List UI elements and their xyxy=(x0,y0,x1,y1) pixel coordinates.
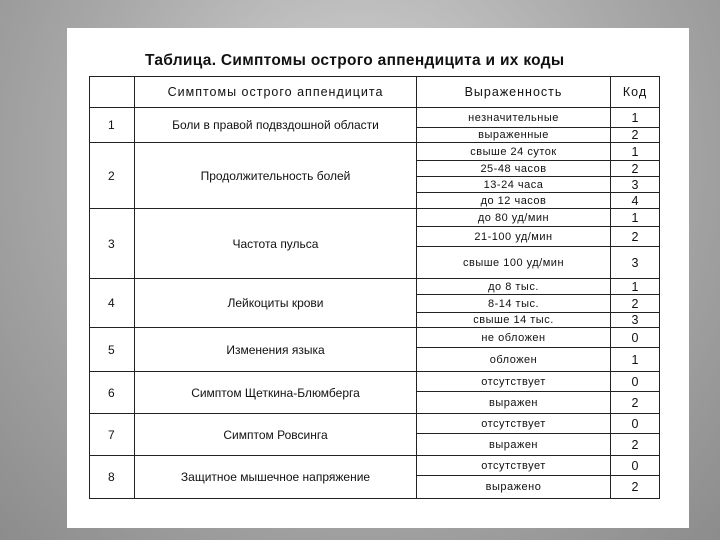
symptom-name: Изменения языка xyxy=(135,328,417,372)
header-number xyxy=(90,77,135,108)
table-row xyxy=(90,328,660,348)
severity-value: отсутствует xyxy=(417,456,611,476)
header-code: Код xyxy=(611,77,660,108)
code-value: 3 xyxy=(611,313,660,328)
row-number: 4 xyxy=(90,279,135,328)
code-value: 2 xyxy=(611,128,660,143)
row-number: 2 xyxy=(90,143,135,209)
header-severity: Выраженность xyxy=(417,77,611,108)
row-number: 7 xyxy=(90,414,135,456)
severity-value: свыше 24 суток xyxy=(417,143,611,161)
severity-value: обложен xyxy=(417,348,611,372)
symptom-name: Боли в правой подвздошной области xyxy=(135,108,417,143)
code-value: 1 xyxy=(611,279,660,295)
severity-value: до 12 часов xyxy=(417,193,611,209)
symptom-name: Частота пульса xyxy=(135,209,417,279)
symptom-name: Защитное мышечное напряжение xyxy=(135,456,417,499)
severity-value: до 8 тыс. xyxy=(417,279,611,295)
document-page xyxy=(67,28,689,528)
row-number: 5 xyxy=(90,328,135,372)
symptom-name: Симптом Щеткина-Блюмберга xyxy=(135,372,417,414)
header-row xyxy=(90,77,660,108)
severity-value: 25-48 часов xyxy=(417,161,611,177)
symptoms-table xyxy=(89,76,660,499)
code-value: 0 xyxy=(611,456,660,476)
table-row xyxy=(90,279,660,295)
severity-value: незначительные xyxy=(417,108,611,128)
code-value: 3 xyxy=(611,177,660,193)
severity-value: до 80 уд/мин xyxy=(417,209,611,227)
severity-value: выраженные xyxy=(417,128,611,143)
code-value: 3 xyxy=(611,247,660,279)
row-number: 1 xyxy=(90,108,135,143)
code-value: 0 xyxy=(611,414,660,434)
table-title: Таблица. Симптомы острого аппендицита и их коды xyxy=(145,52,565,69)
severity-value: свыше 100 уд/мин xyxy=(417,247,611,279)
table-row xyxy=(90,108,660,128)
code-value: 2 xyxy=(611,161,660,177)
severity-value: выражено xyxy=(417,476,611,499)
code-value: 1 xyxy=(611,108,660,128)
symptom-name: Симптом Ровсинга xyxy=(135,414,417,456)
severity-value: 21-100 уд/мин xyxy=(417,227,611,247)
table-row xyxy=(90,456,660,476)
table-body xyxy=(90,108,660,499)
code-value: 2 xyxy=(611,476,660,499)
code-value: 2 xyxy=(611,295,660,313)
code-value: 0 xyxy=(611,328,660,348)
symptom-name: Продолжительность болей xyxy=(135,143,417,209)
code-value: 2 xyxy=(611,227,660,247)
header-symptom: Симптомы острого аппендицита xyxy=(135,77,417,108)
code-value: 2 xyxy=(611,392,660,414)
symptom-name: Лейкоциты крови xyxy=(135,279,417,328)
code-value: 1 xyxy=(611,143,660,161)
table-row xyxy=(90,209,660,227)
severity-value: не обложен xyxy=(417,328,611,348)
code-value: 1 xyxy=(611,348,660,372)
table-row xyxy=(90,414,660,434)
severity-value: отсутствует xyxy=(417,414,611,434)
severity-value: отсутствует xyxy=(417,372,611,392)
table-row xyxy=(90,143,660,161)
severity-value: свыше 14 тыс. xyxy=(417,313,611,328)
table-row xyxy=(90,372,660,392)
row-number: 6 xyxy=(90,372,135,414)
severity-value: 13-24 часа xyxy=(417,177,611,193)
code-value: 4 xyxy=(611,193,660,209)
code-value: 1 xyxy=(611,209,660,227)
severity-value: 8-14 тыс. xyxy=(417,295,611,313)
severity-value: выражен xyxy=(417,434,611,456)
code-value: 2 xyxy=(611,434,660,456)
row-number: 8 xyxy=(90,456,135,499)
severity-value: выражен xyxy=(417,392,611,414)
code-value: 0 xyxy=(611,372,660,392)
row-number: 3 xyxy=(90,209,135,279)
